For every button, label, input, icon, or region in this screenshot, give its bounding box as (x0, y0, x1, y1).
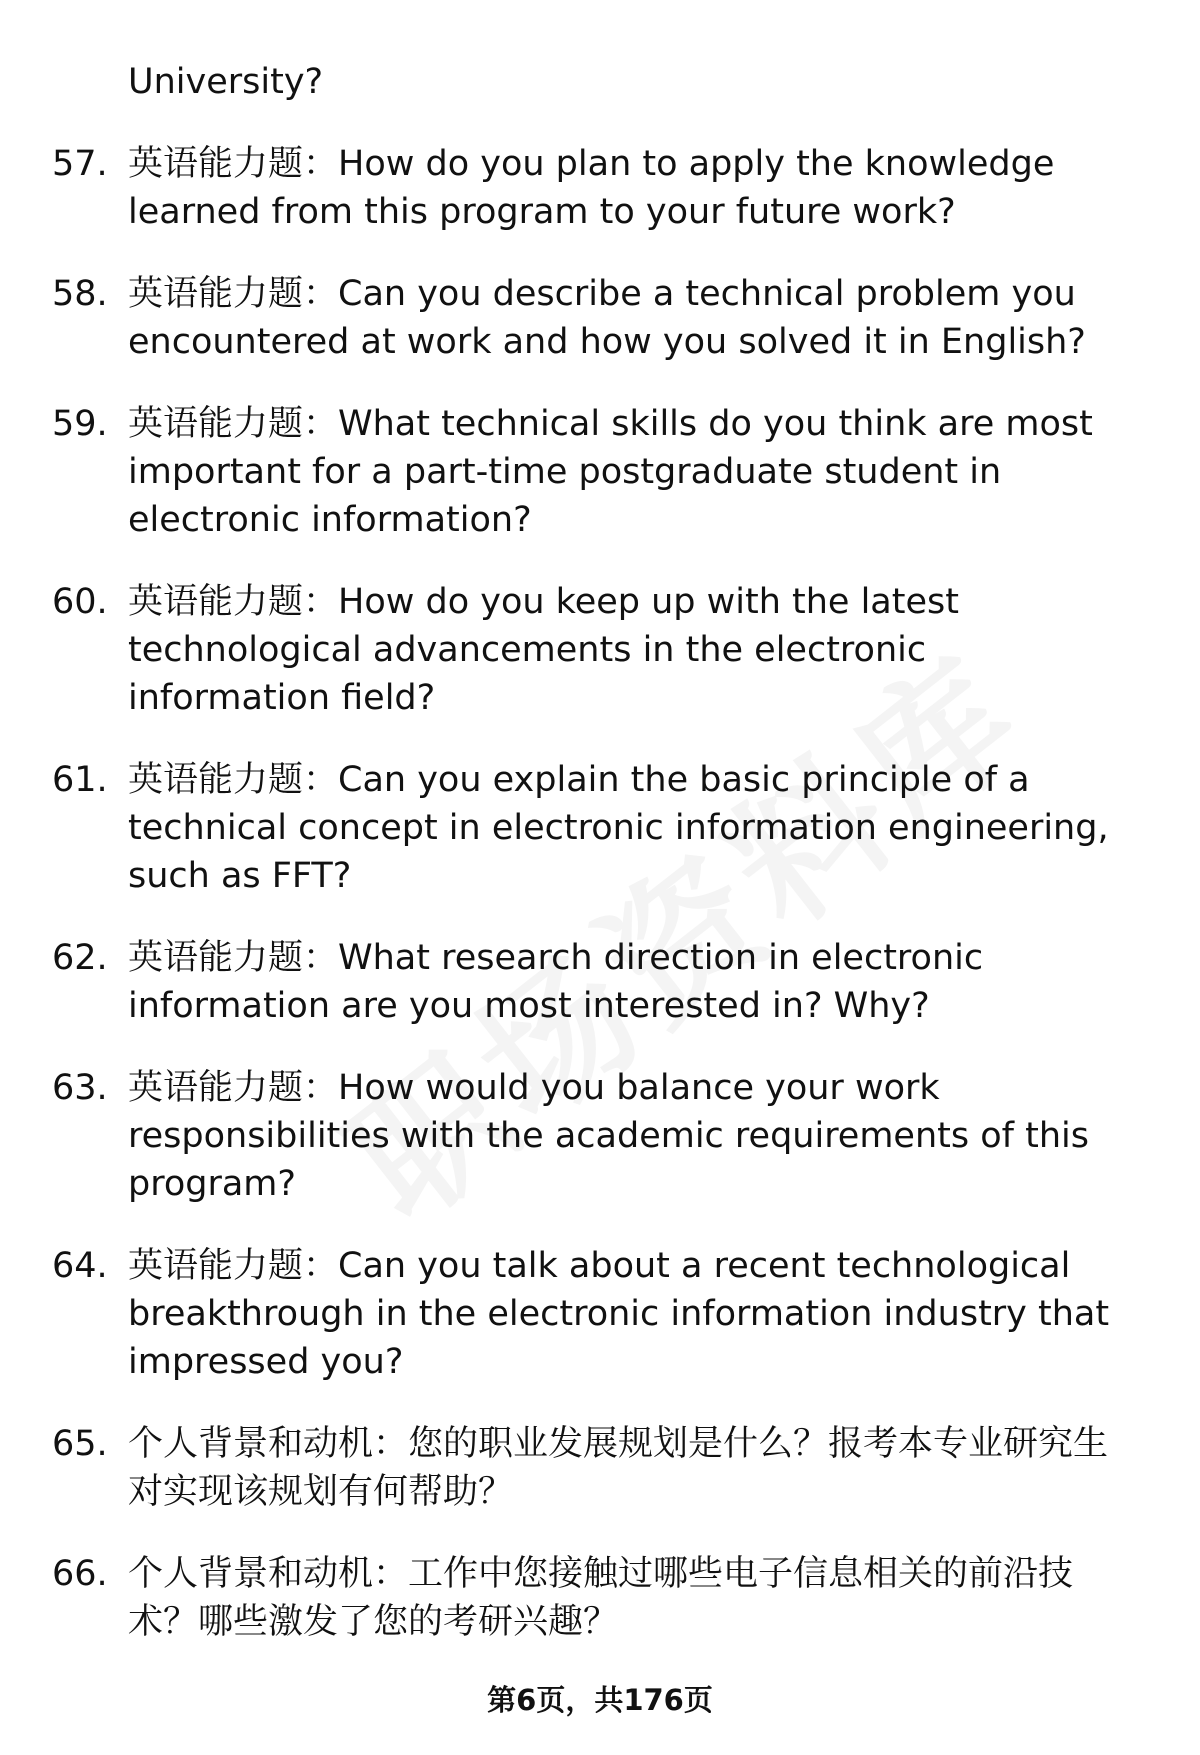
question-number: 66. (52, 1554, 108, 1594)
question-item (0, 1550, 1200, 1646)
question-text: 英语能力题：What research direction in electronic information are you most interested in? Why? (128, 938, 984, 1026)
question-number: 61. (52, 760, 108, 800)
question-text: 个人背景和动机：工作中您接触过哪些电子信息相关的前沿技术？哪些激发了您的考研兴趣？ (128, 1554, 1074, 1642)
question-item (0, 1064, 1200, 1208)
question-number: 57. (52, 144, 108, 184)
question-number: 60. (52, 582, 108, 622)
question-item (0, 140, 1200, 236)
question-text: 英语能力题：How would you balance your work responsibilities with the academic requirements of this program? (128, 1068, 1089, 1204)
question-number: 64. (52, 1246, 108, 1286)
question-number: 58. (52, 274, 108, 314)
question-number: 59. (52, 404, 108, 444)
page-footer: 第6页，共176页 (487, 1683, 713, 1717)
question-item (0, 756, 1200, 900)
question-text: 英语能力题：How do you keep up with the latest technological advancements in the electronic information field? (128, 582, 959, 718)
question-item (0, 270, 1200, 366)
question-text: 个人背景和动机：您的职业发展规划是什么？报考本专业研究生对实现该规划有何帮助？ (128, 1424, 1109, 1512)
question-text: 英语能力题：What technical skills do you think are most important for a part-time postgraduate student in electronic information? (128, 404, 1093, 540)
question-item (0, 400, 1200, 544)
continuation-text: University? (128, 62, 324, 102)
question-number: 63. (52, 1068, 108, 1108)
question-item (0, 1420, 1200, 1516)
question-list (0, 58, 1200, 1680)
question-item (0, 578, 1200, 722)
question-text: 英语能力题：Can you describe a technical problem you encountered at work and how you solved it in English? (128, 274, 1086, 362)
question-text: 英语能力题：Can you talk about a recent technological breakthrough in the electronic information industry that impressed you? (128, 1246, 1110, 1382)
question-number: 62. (52, 938, 108, 978)
question-text: 英语能力题：How do you plan to apply the knowledge learned from this program to your future work? (128, 144, 1055, 232)
question-item (0, 934, 1200, 1030)
question-text: 英语能力题：Can you explain the basic principle of a technical concept in electronic information engineering, such as FFT? (128, 760, 1109, 896)
question-number: 65. (52, 1424, 108, 1464)
question-item (0, 1242, 1200, 1386)
